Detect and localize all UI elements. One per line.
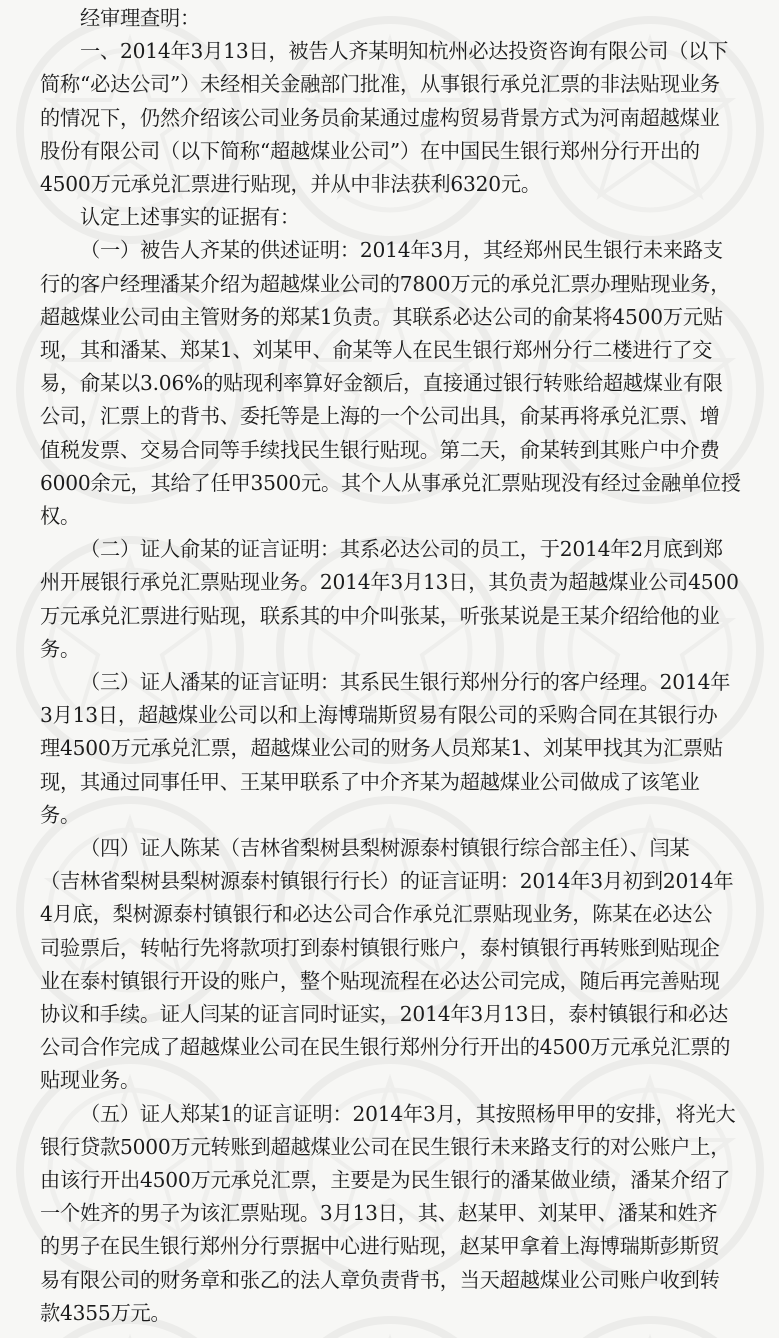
text-line: （五）证人郑某1的证言证明：2014年3月，其按照杨甲甲的安排，将光大 bbox=[80, 1101, 736, 1126]
text-line: 经审理查明： bbox=[80, 6, 200, 30]
text-line: 万元承兑汇票进行贴现，联系其的中介叫张某，听张某说是王某介绍给他的业 bbox=[40, 603, 720, 628]
text-line: 易，俞某以3.06%的贴现利率算好金额后，直接通过银行转账给超越煤业有限 bbox=[40, 371, 723, 396]
text-line: （四）证人陈某（吉林省梨树县梨树源泰村镇银行综合部主任）、闫某 bbox=[80, 836, 690, 860]
text-line: 3月13日，超越煤业公司以和上海博瑞斯贸易有限公司的采购合同在其银行办 bbox=[40, 703, 718, 728]
text-line: 股份有限公司（以下简称“超越煤业公司”）在中国民生银行郑州分行开出的 bbox=[40, 138, 700, 163]
text-line: 认定上述事实的证据有： bbox=[80, 205, 300, 230]
text-line: 超越煤业公司由主管财务的郑某1负责。其联系必达公司的俞某将4500万元贴 bbox=[40, 304, 723, 329]
text-line: 值税发票、交易合同等手续找民生银行贴现。第二天，俞某转到其账户中介费 bbox=[40, 437, 720, 462]
text-line: 的情况下，仍然介绍该公司业务员俞某通过虚构贸易背景方式为河南超越煤业 bbox=[40, 105, 720, 130]
text-line: 业在泰村镇银行开设的账户，整个贴现流程在必达公司完成，随后再完善贴现 bbox=[40, 968, 720, 993]
text-line: 贴现业务。 bbox=[40, 1068, 140, 1093]
text-line: 一、2014年3月13日，被告人齐某明知杭州必达投资咨询有限公司（以下 bbox=[80, 39, 729, 64]
text-line: （三）证人潘某的证言证明：其系民生银行郑州分行的客户经理。2014年 bbox=[80, 670, 731, 694]
text-line: 一个姓齐的男子为该汇票贴现。3月13日，其、赵某甲、刘某甲、潘某和姓齐 bbox=[40, 1201, 718, 1226]
text-line: 简称“必达公司”）未经相关金融部门批准，从事银行承兑汇票的非法贴现业务 bbox=[40, 72, 720, 97]
text-line: 理4500万元承兑汇票，超越煤业公司的财务人员郑某1、刘某甲找其为汇票贴 bbox=[40, 736, 723, 761]
text-line: 的男子在民生银行郑州分行票据中心进行贴现，赵某甲拿着上海博瑞斯彭斯贸 bbox=[40, 1234, 720, 1259]
text-line: 现，其通过同事任甲、王某甲联系了中介齐某为超越煤业公司做成了该笔业 bbox=[40, 769, 700, 794]
text-line: （二）证人俞某的证言证明：其系必达公司的员工，于2014年2月底到郑 bbox=[80, 537, 723, 562]
text-line: 司验票后，转帖行先将款项打到泰村镇银行账户，泰村镇银行再转账到贴现企 bbox=[40, 935, 720, 960]
text-line: 易有限公司的财务章和张乙的法人章负责背书，当天超越煤业公司账户收到转 bbox=[40, 1267, 720, 1292]
text-line: 权。 bbox=[40, 504, 80, 528]
text-line: （吉林省梨树县梨树源泰村镇银行行长）的证言证明：2014年3月初到2014年 bbox=[40, 869, 734, 894]
text-line: 银行贷款5000万元转账到超越煤业公司在民生银行未来路支行的对公账户上， bbox=[40, 1134, 731, 1159]
text-line: 行的客户经理潘某介绍为超越煤业公司的7800万元的承兑汇票办理贴现业务， bbox=[40, 271, 731, 296]
text-line: 公司，汇票上的背书、委托等是上海的一个公司出具，俞某再将承兑汇票、增 bbox=[40, 404, 720, 429]
text-line: 4500万元承兑汇票进行贴现，并从中非法获利6320元。 bbox=[40, 172, 541, 196]
text-line: 务。 bbox=[40, 636, 80, 661]
text-line: 由该行开出4500万元承兑汇票，主要是为民生银行的潘某做业绩，潘某介绍了 bbox=[40, 1168, 731, 1192]
text-line: 4月底，梨树源泰村镇银行和必达公司合作承兑汇票贴现业务，陈某在必达公 bbox=[40, 902, 713, 927]
text-line: 州开展银行承兑汇票贴现业务。2014年3月13日，其负责为超越煤业公司4500 bbox=[40, 570, 739, 595]
text-line: 务。 bbox=[40, 802, 80, 827]
text-line: 现，其和潘某、郑某1、刘某甲、俞某等人在民生银行郑州分行二楼进行了交 bbox=[40, 338, 713, 362]
text-line: 款4355万元。 bbox=[40, 1300, 171, 1325]
text-line: 公司合作完成了超越煤业公司在民生银行郑州分行开出的4500万元承兑汇票的 bbox=[40, 1035, 731, 1060]
text-line: （一）被告人齐某的供述证明：2014年3月，其经郑州民生银行未来路支 bbox=[80, 238, 723, 263]
text-line: 6000余元，其给了任甲3500元。其个人从事承兑汇票贴现没有经过金融单位授 bbox=[40, 470, 741, 495]
text-line: 协议和手续。证人闫某的证言同时证实，2014年3月13日，泰村镇银行和必达 bbox=[40, 1002, 729, 1026]
